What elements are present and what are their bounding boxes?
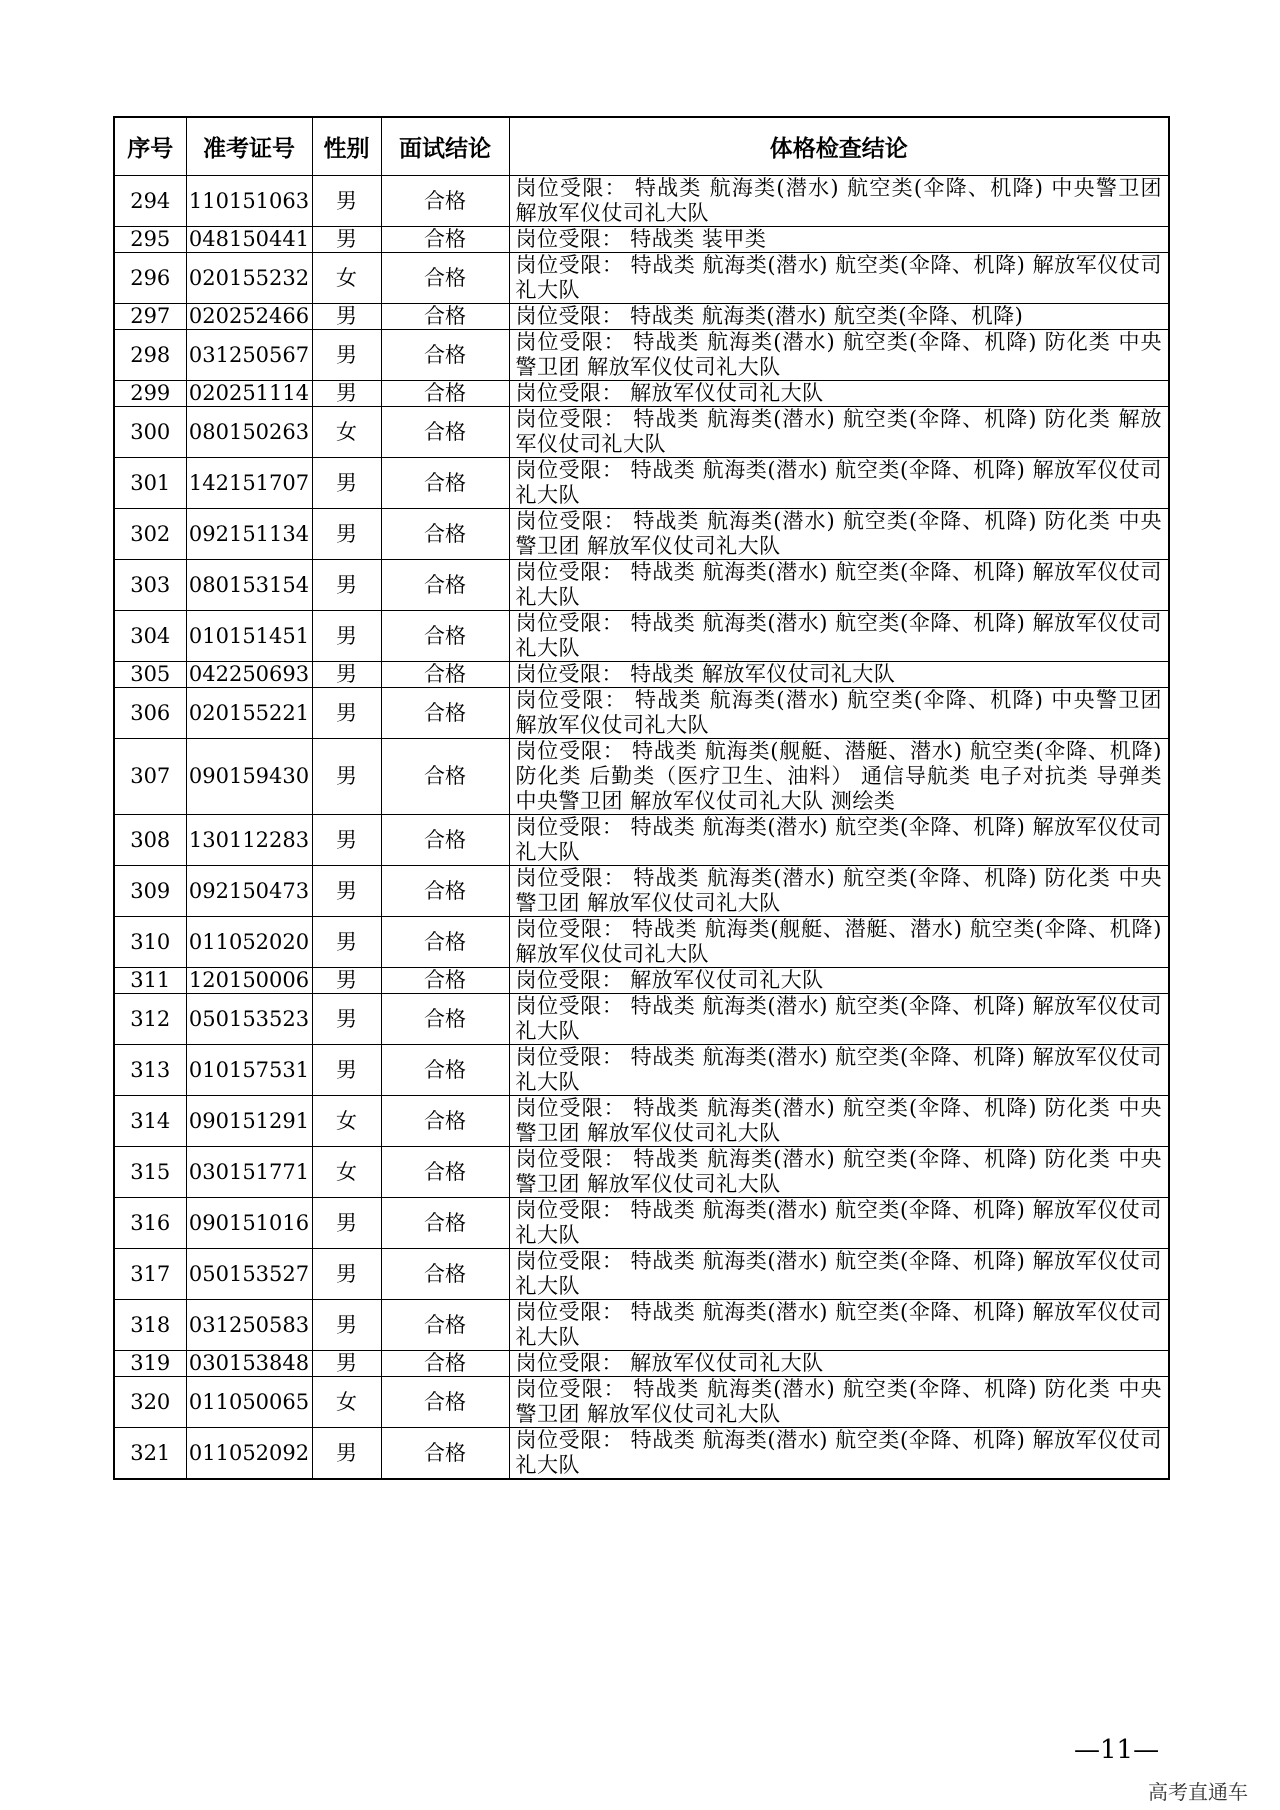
cell-exam-id: 031250583 <box>186 1300 312 1351</box>
table-row <box>114 458 1169 509</box>
cell-no: 308 <box>114 815 186 866</box>
cell-interview: 合格 <box>381 1147 509 1198</box>
cell-physical-exam: 岗位受限： 特战类 航海类(潜水) 航空类(伞降、机降) 防化类 中央警卫团 解放军仪仗司礼大队 <box>509 1377 1169 1428</box>
cell-physical-exam: 岗位受限： 特战类 航海类(潜水) 航空类(伞降、机降) 防化类 中央警卫团 解放军仪仗司礼大队 <box>509 330 1169 381</box>
cell-interview: 合格 <box>381 662 509 688</box>
table-row <box>114 176 1169 227</box>
cell-no: 315 <box>114 1147 186 1198</box>
cell-no: 299 <box>114 381 186 407</box>
table-row <box>114 739 1169 815</box>
cell-no: 314 <box>114 1096 186 1147</box>
cell-gender: 男 <box>312 458 381 509</box>
cell-gender: 男 <box>312 866 381 917</box>
cell-interview: 合格 <box>381 1300 509 1351</box>
cell-gender: 男 <box>312 739 381 815</box>
cell-exam-id: 020155232 <box>186 253 312 304</box>
cell-physical-exam: 岗位受限： 解放军仪仗司礼大队 <box>509 968 1169 994</box>
table-body <box>114 176 1169 1480</box>
cell-physical-exam: 岗位受限： 解放军仪仗司礼大队 <box>509 1351 1169 1377</box>
cell-gender: 男 <box>312 1428 381 1480</box>
cell-exam-id: 080150263 <box>186 407 312 458</box>
cell-no: 298 <box>114 330 186 381</box>
table-row <box>114 509 1169 560</box>
cell-exam-id: 090151291 <box>186 1096 312 1147</box>
cell-physical-exam: 岗位受限： 特战类 航海类(潜水) 航空类(伞降、机降) 解放军仪仗司礼大队 <box>509 1428 1169 1480</box>
cell-interview: 合格 <box>381 509 509 560</box>
cell-physical-exam: 岗位受限： 特战类 航海类(潜水) 航空类(伞降、机降) 解放军仪仗司礼大队 <box>509 253 1169 304</box>
page-number: —11— <box>1074 1735 1160 1765</box>
cell-no: 306 <box>114 688 186 739</box>
cell-physical-exam: 岗位受限： 特战类 航海类(舰艇、潜艇、潜水) 航空类(伞降、机降) 解放军仪仗司礼大队 <box>509 917 1169 968</box>
cell-no: 302 <box>114 509 186 560</box>
cell-gender: 男 <box>312 611 381 662</box>
cell-no: 296 <box>114 253 186 304</box>
cell-gender: 男 <box>312 330 381 381</box>
cell-physical-exam: 岗位受限： 特战类 航海类(潜水) 航空类(伞降、机降) 防化类 中央警卫团 解放军仪仗司礼大队 <box>509 509 1169 560</box>
header-exam-id: 准考证号 <box>186 117 312 176</box>
cell-no: 307 <box>114 739 186 815</box>
cell-physical-exam: 岗位受限： 特战类 航海类(潜水) 航空类(伞降、机降) 防化类 中央警卫团 解放军仪仗司礼大队 <box>509 1147 1169 1198</box>
table-row <box>114 1377 1169 1428</box>
cell-exam-id: 011052092 <box>186 1428 312 1480</box>
cell-interview: 合格 <box>381 1198 509 1249</box>
watermark: 高考直通车 <box>1148 1780 1248 1804</box>
cell-interview: 合格 <box>381 739 509 815</box>
cell-interview: 合格 <box>381 458 509 509</box>
cell-exam-id: 110151063 <box>186 176 312 227</box>
table-row <box>114 688 1169 739</box>
cell-gender: 男 <box>312 1351 381 1377</box>
table-row <box>114 1300 1169 1351</box>
cell-physical-exam: 岗位受限： 解放军仪仗司礼大队 <box>509 381 1169 407</box>
cell-physical-exam: 岗位受限： 特战类 航海类(潜水) 航空类(伞降、机降) 解放军仪仗司礼大队 <box>509 1198 1169 1249</box>
cell-gender: 男 <box>312 1198 381 1249</box>
table-row <box>114 1045 1169 1096</box>
table-row <box>114 304 1169 330</box>
cell-physical-exam: 岗位受限： 特战类 航海类(潜水) 航空类(伞降、机降) 防化类 中央警卫团 解放军仪仗司礼大队 <box>509 866 1169 917</box>
table-row <box>114 1147 1169 1198</box>
cell-interview: 合格 <box>381 407 509 458</box>
table-row <box>114 917 1169 968</box>
cell-no: 318 <box>114 1300 186 1351</box>
cell-exam-id: 092151134 <box>186 509 312 560</box>
cell-interview: 合格 <box>381 330 509 381</box>
cell-physical-exam: 岗位受限： 特战类 航海类(潜水) 航空类(伞降、机降) <box>509 304 1169 330</box>
cell-gender: 男 <box>312 176 381 227</box>
cell-gender: 女 <box>312 407 381 458</box>
cell-gender: 男 <box>312 688 381 739</box>
cell-interview: 合格 <box>381 611 509 662</box>
table-row <box>114 1351 1169 1377</box>
cell-physical-exam: 岗位受限： 特战类 航海类(潜水) 航空类(伞降、机降) 解放军仪仗司礼大队 <box>509 1045 1169 1096</box>
cell-physical-exam: 岗位受限： 特战类 航海类(潜水) 航空类(伞降、机降) 解放军仪仗司礼大队 <box>509 611 1169 662</box>
cell-exam-id: 042250693 <box>186 662 312 688</box>
cell-interview: 合格 <box>381 176 509 227</box>
cell-interview: 合格 <box>381 688 509 739</box>
cell-physical-exam: 岗位受限： 特战类 航海类(潜水) 航空类(伞降、机降) 中央警卫团 解放军仪仗司礼大队 <box>509 688 1169 739</box>
cell-exam-id: 142151707 <box>186 458 312 509</box>
cell-exam-id: 011050065 <box>186 1377 312 1428</box>
results-table <box>113 116 1170 1480</box>
cell-physical-exam: 岗位受限： 特战类 航海类(潜水) 航空类(伞降、机降) 防化类 中央警卫团 解放军仪仗司礼大队 <box>509 1096 1169 1147</box>
cell-gender: 男 <box>312 815 381 866</box>
cell-gender: 男 <box>312 381 381 407</box>
cell-no: 305 <box>114 662 186 688</box>
table-row <box>114 381 1169 407</box>
cell-exam-id: 080153154 <box>186 560 312 611</box>
cell-physical-exam: 岗位受限： 特战类 航海类(潜水) 航空类(伞降、机降) 解放军仪仗司礼大队 <box>509 1300 1169 1351</box>
cell-interview: 合格 <box>381 304 509 330</box>
table-header-row <box>114 117 1169 176</box>
table-row <box>114 1428 1169 1480</box>
cell-gender: 男 <box>312 1045 381 1096</box>
cell-no: 319 <box>114 1351 186 1377</box>
cell-no: 311 <box>114 968 186 994</box>
cell-exam-id: 130112283 <box>186 815 312 866</box>
cell-physical-exam: 岗位受限： 特战类 装甲类 <box>509 227 1169 253</box>
cell-interview: 合格 <box>381 381 509 407</box>
cell-physical-exam: 岗位受限： 特战类 航海类(舰艇、潜艇、潜水) 航空类(伞降、机降) 防化类 后勤类（医疗卫生、油料） 通信导航类 电子对抗类 导弹类 中央警卫团 解放军仪仗司礼大队 测绘类 <box>509 739 1169 815</box>
cell-no: 321 <box>114 1428 186 1480</box>
header-physical-exam: 体格检查结论 <box>509 117 1169 176</box>
header-gender: 性别 <box>312 117 381 176</box>
cell-interview: 合格 <box>381 560 509 611</box>
cell-no: 304 <box>114 611 186 662</box>
cell-exam-id: 020155221 <box>186 688 312 739</box>
cell-gender: 男 <box>312 304 381 330</box>
cell-exam-id: 010157531 <box>186 1045 312 1096</box>
table-row <box>114 253 1169 304</box>
cell-gender: 女 <box>312 1096 381 1147</box>
cell-no: 300 <box>114 407 186 458</box>
cell-gender: 男 <box>312 227 381 253</box>
cell-exam-id: 090159430 <box>186 739 312 815</box>
table-row <box>114 1198 1169 1249</box>
cell-interview: 合格 <box>381 917 509 968</box>
cell-exam-id: 048150441 <box>186 227 312 253</box>
cell-gender: 男 <box>312 509 381 560</box>
cell-interview: 合格 <box>381 227 509 253</box>
cell-interview: 合格 <box>381 1249 509 1300</box>
cell-no: 310 <box>114 917 186 968</box>
cell-gender: 男 <box>312 994 381 1045</box>
cell-no: 313 <box>114 1045 186 1096</box>
table-row <box>114 330 1169 381</box>
cell-gender: 女 <box>312 1147 381 1198</box>
cell-interview: 合格 <box>381 1428 509 1480</box>
table-row <box>114 994 1169 1045</box>
cell-gender: 男 <box>312 1249 381 1300</box>
cell-exam-id: 010151451 <box>186 611 312 662</box>
cell-exam-id: 030153848 <box>186 1351 312 1377</box>
cell-interview: 合格 <box>381 968 509 994</box>
cell-no: 320 <box>114 1377 186 1428</box>
cell-exam-id: 020252466 <box>186 304 312 330</box>
cell-physical-exam: 岗位受限： 特战类 航海类(潜水) 航空类(伞降、机降) 解放军仪仗司礼大队 <box>509 994 1169 1045</box>
table-row <box>114 815 1169 866</box>
cell-gender: 男 <box>312 560 381 611</box>
cell-interview: 合格 <box>381 815 509 866</box>
cell-exam-id: 120150006 <box>186 968 312 994</box>
table-row <box>114 1249 1169 1300</box>
table-row <box>114 227 1169 253</box>
cell-gender: 男 <box>312 917 381 968</box>
cell-interview: 合格 <box>381 1045 509 1096</box>
header-interview: 面试结论 <box>381 117 509 176</box>
header-no: 序号 <box>114 117 186 176</box>
table-row <box>114 611 1169 662</box>
cell-exam-id: 011052020 <box>186 917 312 968</box>
cell-physical-exam: 岗位受限： 特战类 航海类(潜水) 航空类(伞降、机降) 解放军仪仗司礼大队 <box>509 560 1169 611</box>
table-row <box>114 1096 1169 1147</box>
cell-interview: 合格 <box>381 1377 509 1428</box>
cell-gender: 女 <box>312 253 381 304</box>
cell-exam-id: 031250567 <box>186 330 312 381</box>
cell-no: 294 <box>114 176 186 227</box>
table-row <box>114 407 1169 458</box>
cell-interview: 合格 <box>381 866 509 917</box>
cell-no: 312 <box>114 994 186 1045</box>
cell-physical-exam: 岗位受限： 特战类 航海类(潜水) 航空类(伞降、机降) 解放军仪仗司礼大队 <box>509 1249 1169 1300</box>
cell-physical-exam: 岗位受限： 特战类 航海类(潜水) 航空类(伞降、机降) 防化类 解放军仪仗司礼大队 <box>509 407 1169 458</box>
cell-physical-exam: 岗位受限： 特战类 航海类(潜水) 航空类(伞降、机降) 解放军仪仗司礼大队 <box>509 458 1169 509</box>
cell-interview: 合格 <box>381 253 509 304</box>
cell-gender: 男 <box>312 662 381 688</box>
cell-exam-id: 030151771 <box>186 1147 312 1198</box>
table-row <box>114 560 1169 611</box>
cell-interview: 合格 <box>381 1096 509 1147</box>
cell-no: 316 <box>114 1198 186 1249</box>
cell-interview: 合格 <box>381 994 509 1045</box>
cell-gender: 男 <box>312 1300 381 1351</box>
cell-interview: 合格 <box>381 1351 509 1377</box>
table-row <box>114 866 1169 917</box>
cell-exam-id: 020251114 <box>186 381 312 407</box>
cell-no: 301 <box>114 458 186 509</box>
cell-physical-exam: 岗位受限： 特战类 解放军仪仗司礼大队 <box>509 662 1169 688</box>
table-row <box>114 968 1169 994</box>
cell-physical-exam: 岗位受限： 特战类 航海类(潜水) 航空类(伞降、机降) 中央警卫团 解放军仪仗司礼大队 <box>509 176 1169 227</box>
cell-no: 303 <box>114 560 186 611</box>
cell-exam-id: 050153523 <box>186 994 312 1045</box>
cell-physical-exam: 岗位受限： 特战类 航海类(潜水) 航空类(伞降、机降) 解放军仪仗司礼大队 <box>509 815 1169 866</box>
cell-exam-id: 092150473 <box>186 866 312 917</box>
cell-exam-id: 050153527 <box>186 1249 312 1300</box>
cell-no: 295 <box>114 227 186 253</box>
cell-exam-id: 090151016 <box>186 1198 312 1249</box>
table-row <box>114 662 1169 688</box>
cell-no: 309 <box>114 866 186 917</box>
cell-no: 297 <box>114 304 186 330</box>
cell-no: 317 <box>114 1249 186 1300</box>
cell-gender: 女 <box>312 1377 381 1428</box>
cell-gender: 男 <box>312 968 381 994</box>
